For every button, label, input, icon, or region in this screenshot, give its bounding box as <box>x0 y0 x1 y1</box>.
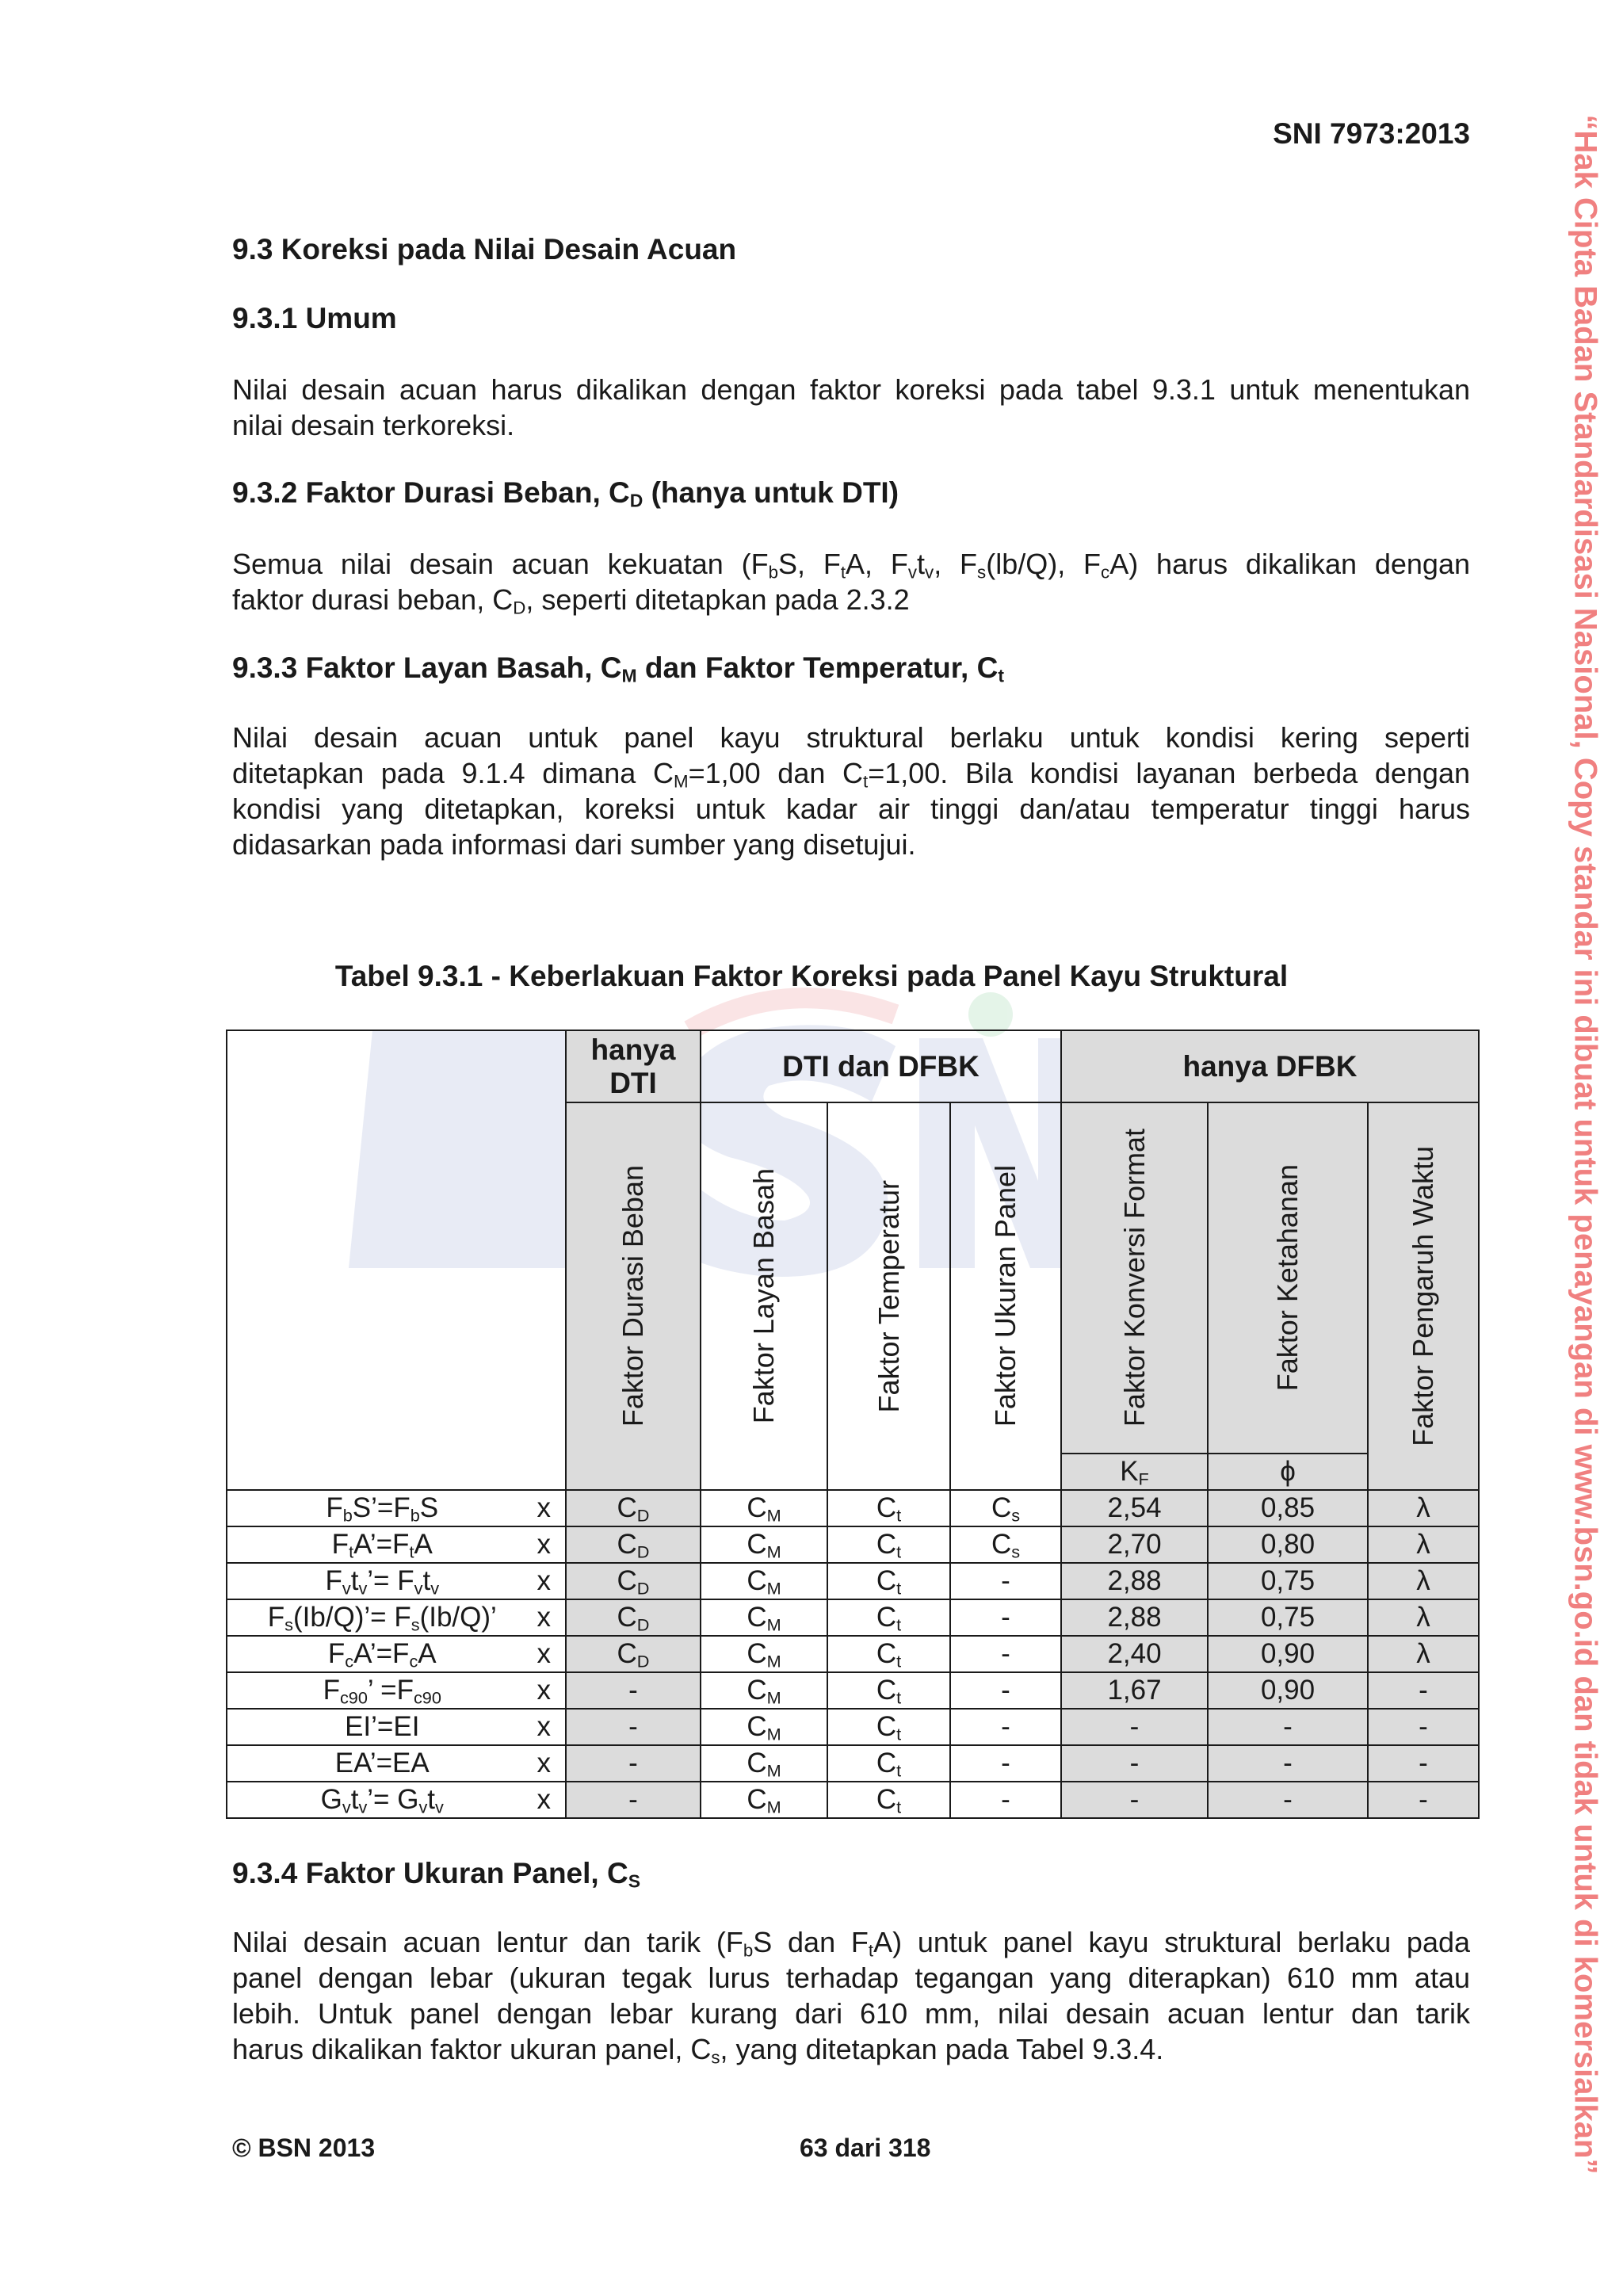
title-text: 9.3.3 Faktor Layan Basah, C <box>232 651 622 684</box>
column-header-durasi-beban: Faktor Durasi Beban <box>566 1102 701 1490</box>
table-row: $F_bS’=F_bS$ x $C_D$ $C_M$ $C_t$ $C_s$ 2,54 0,85 λ <box>227 1490 1479 1526</box>
title-text: (hanya untuk DTI) <box>643 476 899 509</box>
subscript: M <box>621 665 637 686</box>
section-9-3-1-title: 9.3.1 Umum <box>232 302 397 334</box>
correction-factor-table <box>226 1030 1480 1819</box>
column-header-layan-basah: Faktor Layan Basah <box>701 1102 827 1490</box>
column-header-ketahanan: Faktor Ketahanan <box>1208 1102 1368 1454</box>
table-row: $F_tA’=F_tA$ x $C_D$ $C_M$ $C_t$ $C_s$ 2,70 0,80 λ <box>227 1526 1479 1563</box>
document-id: SNI 7973:2013 <box>1273 117 1470 150</box>
table-caption: Tabel 9.3.1 - Keberlakuan Faktor Koreksi pada Panel Kayu Struktural <box>334 960 1289 992</box>
column-header-pengaruh-waktu: Faktor Pengaruh Waktu <box>1368 1102 1479 1490</box>
column-header-konversi-format: Faktor Konversi Format <box>1061 1102 1208 1454</box>
table-row: $F_cA’=F_cA$ x $C_D$ $C_M$ $C_t$ - 2,40 0,90 λ <box>227 1636 1479 1672</box>
section-9-3-2-text: Semua nilai desain acuan kekuatan ($F_bS$, $F_tA$, $F_vt_v$, $F_s(lb/Q)$, $F_cA$) harus dikalikan dengan faktor durasi beban, $C_D$, seperti ditetapkan pada 2.3.2 <box>232 548 1470 618</box>
copyright-notice-vertical: “Hak Cipta Badan Standardisasi Nasional, Copy standar ini dibuat untuk penayangan di www.bsn.go.id dan tidak untuk di komersialkan” <box>1568 114 1603 2175</box>
phi-symbol: ϕ <box>1208 1454 1368 1490</box>
section-9-3-4-title <box>232 1857 640 1890</box>
section-9-3-3-title <box>232 651 1004 685</box>
title-text: 9.3.4 Faktor Ukuran Panel, C <box>232 1857 628 1889</box>
text-line: didasarkan pada informasi dari sumber yang disetujui. <box>232 828 916 861</box>
group-header-hanya-dti: hanya DTI <box>566 1030 701 1102</box>
footer-copyright: © BSN 2013 <box>232 2134 376 2162</box>
column-header-temperatur: Faktor Temperatur <box>827 1102 950 1490</box>
table-row: EI’=EI x - $C_M$ $C_t$ - - - - <box>227 1709 1479 1745</box>
group-header-hanya-dfbk: hanya DFBK <box>1061 1030 1479 1102</box>
table-row: $F_s(Ib/Q)’= F_s(Ib/Q)$’ x $C_D$ $C_M$ $C_t$ - 2,88 0,75 λ <box>227 1599 1479 1636</box>
table-corner-cell <box>227 1030 566 1490</box>
text-line: nilai desain terkoreksi. <box>232 409 515 441</box>
table-row: $G_vt_v’= G_vt_v$ x - $C_M$ $C_t$ - - - - <box>227 1782 1479 1818</box>
text-line: Nilai desain acuan harus dikalikan dengan faktor koreksi pada tabel 9.3.1 untuk menentukan <box>232 373 1470 406</box>
subscript: S <box>628 1870 640 1892</box>
group-header-dti-dfbk: DTI dan DFBK <box>701 1030 1061 1102</box>
subscript: t <box>998 665 1004 686</box>
table-row: $F_{c90}$’ $=F_{c90}$ x - $C_M$ $C_t$ - 1,67 0,90 - <box>227 1672 1479 1709</box>
text-line: kondisi yang ditetapkan, koreksi untuk kadar air tinggi dan/atau temperatur tinggi harus <box>232 793 1470 825</box>
section-9-3-1-text <box>232 372 1470 443</box>
text-line: lebih. Untuk panel dengan lebar kurang dari 610 mm, nilai desain acuan lentur dan tarik <box>232 1997 1470 2030</box>
table-row: $F_vt_v’= F_vt_v$ x $C_D$ $C_M$ $C_t$ - 2,88 0,75 λ <box>227 1563 1479 1599</box>
section-9-3-2-title <box>232 476 899 510</box>
column-header-ukuran-panel: Faktor Ukuran Panel <box>950 1102 1061 1490</box>
subscript: D <box>629 490 643 511</box>
section-9-3-3-text: Nilai desain acuan untuk panel kayu struktural berlaku untuk kondisi kering seperti ditetapkan pada 9.1.4 dimana $C_M=1,00$ dan $C_t=1,00$. Bila kondisi layanan berbeda dengan kondisi yang ditetapkan, koreksi untuk kadar air tinggi dan/atau temperatur tinggi harus didasarkan pada informasi dari sumber yang disetujui. <box>232 721 1471 861</box>
table-row: EA’=EA x - $C_M$ $C_t$ - - - - <box>227 1745 1479 1782</box>
section-9-3-4-text: Nilai desain acuan lentur dan tarik ($F_bS$ dan $F_tA$) untuk panel kayu struktural berlaku pada panel dengan lebar (ukuran tegak lurus terhadap tegangan yang diterapkan) 610 mm atau lebih. Untuk panel dengan lebar kurang dari 610 mm, nilai desain acuan lentur dan tarik harus dikalikan faktor ukuran panel, $C_s$, yang ditetapkan pada Tabel 9.3.4. <box>232 1926 1471 2068</box>
kf-symbol: $K_F$ <box>1061 1454 1208 1490</box>
section-9-3-title: 9.3 Koreksi pada Nilai Desain Acuan <box>232 233 737 266</box>
title-text: 9.3.2 Faktor Durasi Beban, C <box>232 476 630 509</box>
title-text: dan Faktor Temperatur, C <box>636 651 999 684</box>
footer-page-number: 63 dari 318 <box>800 2134 931 2162</box>
